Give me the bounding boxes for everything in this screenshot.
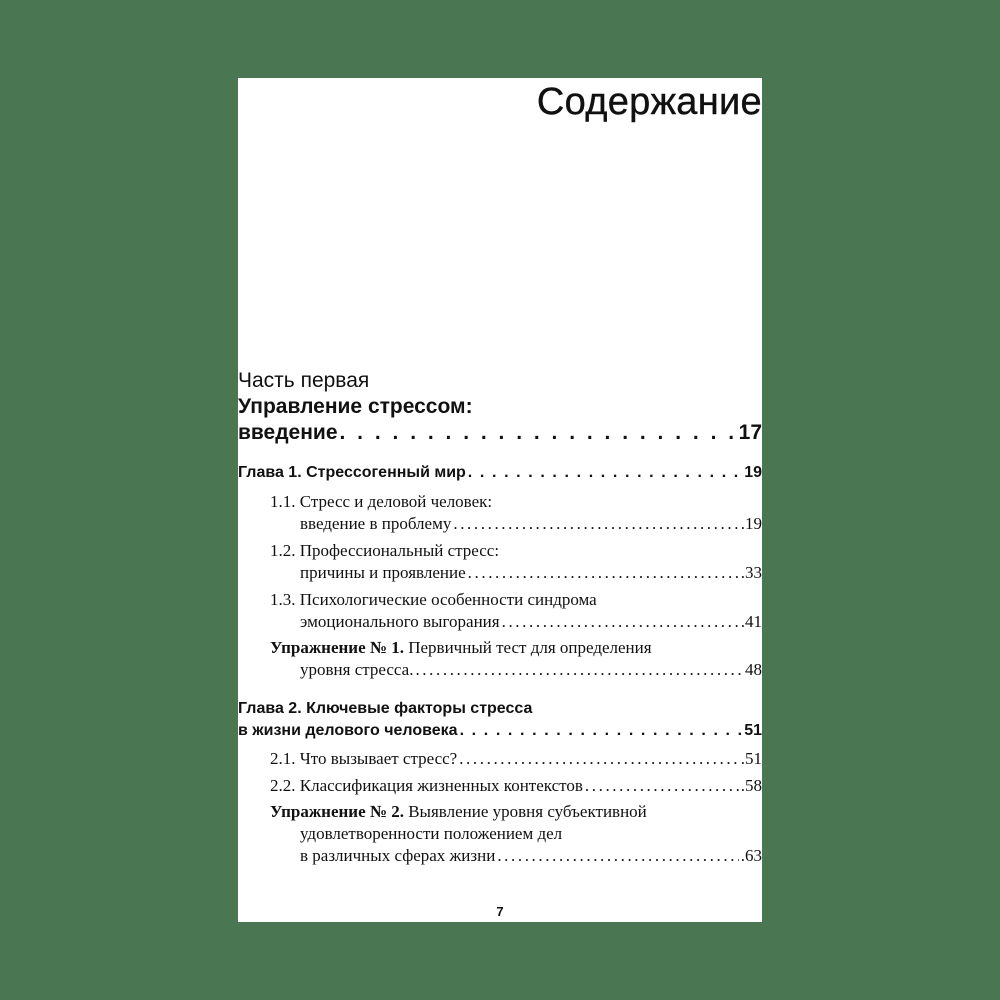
toc-entry-1-2-line1[interactable]: 1.2. Профессиональный стресс: xyxy=(270,541,500,560)
dot-leader xyxy=(459,748,739,770)
toc-exercise-2-line2[interactable]: удовлетворенности положением дел xyxy=(300,824,563,843)
page-ref: .51 xyxy=(740,749,762,768)
page-title: Содержание xyxy=(536,81,762,123)
page-ref: .63 xyxy=(740,846,762,865)
chapter-title: в жизни делового человека xyxy=(238,722,458,739)
entry-text: 2.2. Классификация жизненных контекстов xyxy=(270,776,583,795)
part-title-line2: введение xyxy=(238,421,338,444)
toc-chapter-2[interactable] xyxy=(238,720,762,742)
dot-leader xyxy=(468,462,742,484)
entry-text: Первичный тест для определения xyxy=(408,638,652,657)
page-ref: .41 xyxy=(740,612,762,631)
toc-part-entry[interactable] xyxy=(238,420,762,446)
exercise-label: Упражнение № 1. xyxy=(270,638,404,657)
dot-leader xyxy=(453,513,738,535)
entry-text: 2.1. Что вызывает стресс? xyxy=(270,749,458,768)
toc-exercise-1-line1[interactable] xyxy=(270,637,652,659)
dot-leader xyxy=(585,775,739,797)
toc-exercise-2-line1[interactable] xyxy=(270,801,647,823)
page-ref: 51 xyxy=(744,722,762,739)
toc-exercise-1[interactable] xyxy=(300,659,762,681)
part-label: Часть первая xyxy=(238,369,370,392)
entry-text: в различных сферах жизни xyxy=(300,846,496,865)
toc-entry-1-3[interactable] xyxy=(300,611,762,633)
book-page xyxy=(238,78,762,922)
toc-entry-1-1[interactable] xyxy=(300,513,762,535)
toc-chapter-1[interactable] xyxy=(238,462,762,484)
entry-text: Выявление уровня субъективной xyxy=(408,802,647,821)
page-ref: .33 xyxy=(740,563,762,582)
entry-text: эмоционального выгорания xyxy=(300,612,500,631)
toc-entry-2-2[interactable] xyxy=(270,775,762,797)
entry-text: введение в проблему xyxy=(300,514,452,533)
dot-leader xyxy=(468,562,739,584)
chapter-title: Глава 1. Стрессогенный мир xyxy=(238,464,466,481)
dot-leader xyxy=(460,720,743,742)
toc-entry-1-3-line1[interactable]: 1.3. Психологические особенности синдрома xyxy=(270,590,597,609)
dot-leader xyxy=(497,845,738,867)
toc-entry-1-2[interactable] xyxy=(300,562,762,584)
toc-entry-1-1-line1[interactable]: 1.1. Стресс и деловой человек: xyxy=(270,492,493,511)
entry-text: уровня стресса. xyxy=(300,660,414,679)
page-ref: 19 xyxy=(744,464,762,481)
dot-leader xyxy=(415,659,743,681)
entry-text: причины и проявление xyxy=(300,563,466,582)
dot-leader xyxy=(502,611,739,633)
dot-leader xyxy=(340,420,737,446)
page-number: 7 xyxy=(496,904,504,919)
exercise-label: Упражнение № 2. xyxy=(270,802,404,821)
part-title: Управление стрессом: xyxy=(238,395,473,418)
toc-entry-2-1[interactable] xyxy=(270,748,762,770)
page-ref: 48 xyxy=(745,660,762,679)
page-ref: .58 xyxy=(740,776,762,795)
page-ref: .19 xyxy=(740,514,762,533)
page-ref: 17 xyxy=(738,421,762,444)
toc-chapter-2-line1[interactable]: Глава 2. Ключевые факторы стресса xyxy=(238,700,533,717)
toc-exercise-2[interactable] xyxy=(300,845,762,867)
